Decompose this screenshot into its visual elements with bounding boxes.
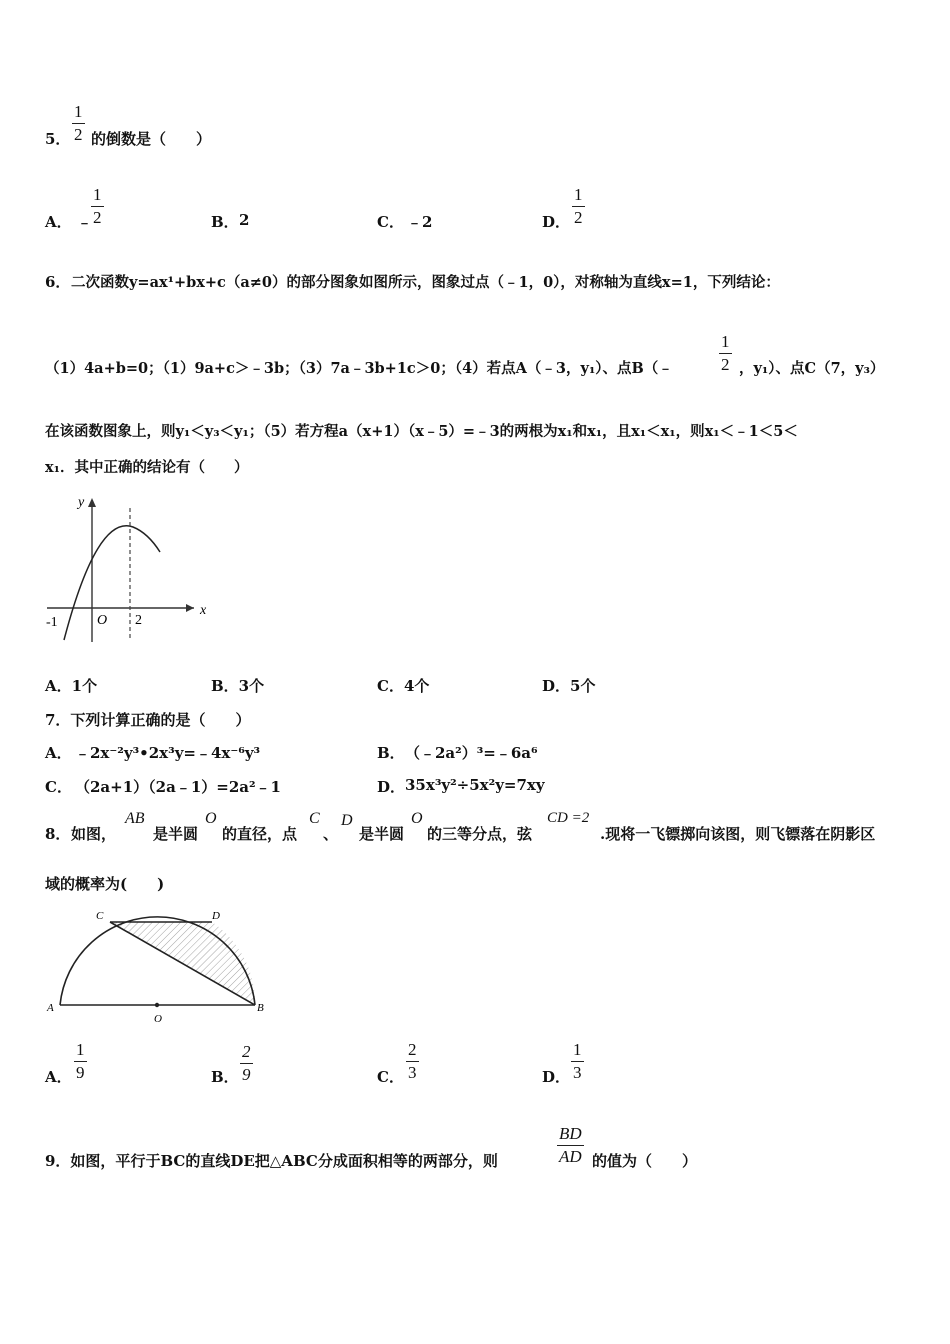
q8-option-c-label: C． [377,1068,404,1086]
point-c-label: C [96,910,104,922]
q8-symbol-cd: CD =2 [547,810,590,826]
q5-stem: 的倒数是（ ） [91,130,212,148]
q6-line2-a: （1）4a+b=0；（1）9a+c＞﹣3b；（3）7a﹣3b+1c＞0；（4）若点A（﹣3，y₁）、点B（﹣ [45,360,673,377]
q8-text-1: 如图， [71,825,117,843]
q7-option-a-label: A． [45,744,72,762]
y-axis-label: y [78,495,85,510]
q6-option-a: A．1个 [45,677,98,695]
q8-text-6: 的三等分点，弦 [427,825,533,843]
q8-text-4: 、 [323,825,339,843]
q5-fraction: 1 2 [74,102,83,144]
q8-text-3: 的直径，点 [222,825,298,843]
q6-line2-b: ，y₁）、点C（7，y₃） [739,360,885,377]
q8-symbol-o-2: O [411,810,423,827]
q6-option-d: D．5个 [542,677,596,695]
q5-option-d-fraction: 1 2 [574,185,583,227]
x-axis-label: x [200,603,207,618]
q6-line1: 二次函数y=ax¹+bx+c（a≠0）的部分图象如图所示，图象过点（﹣1，0），对称轴为直线x=1，下列结论： [71,274,780,291]
point-a-label: A [47,1002,54,1014]
q5-option-b-label: B． [211,213,239,231]
q8-text-2: 是半圆 [153,825,199,843]
tick-label-neg-one: -1 [46,615,58,630]
q7-option-d-text: 35x³y²÷5x²y=7xy [405,776,545,794]
point-d-label: D [212,910,220,922]
y-axis-arrow-icon [88,498,96,507]
q8-option-c-fraction: 2 3 [408,1040,417,1082]
q9-fraction: BD AD [559,1124,582,1166]
q6-parabola-graph [42,490,217,650]
q8-symbol-ab: AB [125,810,145,827]
q6-line3: 在该函数图象上，则y₁＜y₃＜y₁；（5）若方程a（x+1）（x﹣5）=﹣3的两根为x₁和x₁，且x₁＜x₁，则x₁＜﹣1＜5＜ [45,423,798,440]
q8-semicircle-figure [42,905,272,1027]
q9-tail: 的值为（ ） [592,1152,698,1170]
q8-line2: 域的概率为( ) [45,875,165,893]
q7-option-a-text: ﹣2x⁻²y³•2x³y=﹣4x⁻⁶y³ [75,744,261,762]
q8-option-a-label: A． [45,1068,72,1086]
q5-option-a-sign: ﹣ [77,213,93,231]
q5-option-c-text: ﹣2 [407,213,433,231]
q5-option-d-label: D． [542,213,571,231]
q8-option-a-fraction: 1 9 [76,1040,85,1082]
q7-stem: 7．下列计算正确的是（ ） [45,711,251,729]
q8-text-7: .现将一飞镖掷向该图，则飞镖落在阴影区 [600,825,876,843]
q7-option-c-text: （2a+1）（2a﹣1）=2a²﹣1 [75,778,281,796]
q5-option-b-text: 2 [239,211,250,229]
q8-number: 8． [45,825,71,843]
q8-option-d-label: D． [542,1068,571,1086]
center-point [155,1003,159,1007]
q5-option-a-label: A． [45,213,72,231]
q6-option-b: B．3个 [211,677,265,695]
q9-text: 9．如图，平行于BC的直线DE把△ABC分成面积相等的两部分，则 [45,1152,498,1170]
q8-option-b-fraction: 2 9 [242,1042,251,1084]
origin-label: O [97,613,108,628]
q5-number: 5． [45,130,71,148]
q5-option-a-fraction: 1 2 [93,185,102,227]
q8-option-b-label: B． [211,1068,239,1086]
q7-option-d-label: D． [377,778,406,796]
q8-symbol-d: D [341,812,353,829]
q6-number: 6． [45,273,71,291]
x-axis-arrow-icon [186,604,194,612]
q8-text-5: 是半圆 [359,825,405,843]
q6-line4: x₁．其中正确的结论有（ ） [45,459,249,476]
q8-option-d-fraction: 1 3 [573,1040,582,1082]
q8-symbol-o: O [205,810,217,827]
q8-symbol-c: C [309,810,320,827]
q7-option-c-label: C． [45,778,72,796]
q7-option-b-label: B． [377,744,405,762]
q5-option-c-label: C． [377,213,404,231]
point-b-label: B [257,1002,264,1014]
point-o-label: O [154,1013,162,1025]
q6-line2-fraction: 1 2 [721,332,730,374]
q6-option-c: C．4个 [377,677,430,695]
tick-label-two: 2 [135,613,142,628]
parabola-curve [64,526,160,640]
q7-option-b-text: （﹣2a²）³=﹣6a⁶ [405,744,538,762]
